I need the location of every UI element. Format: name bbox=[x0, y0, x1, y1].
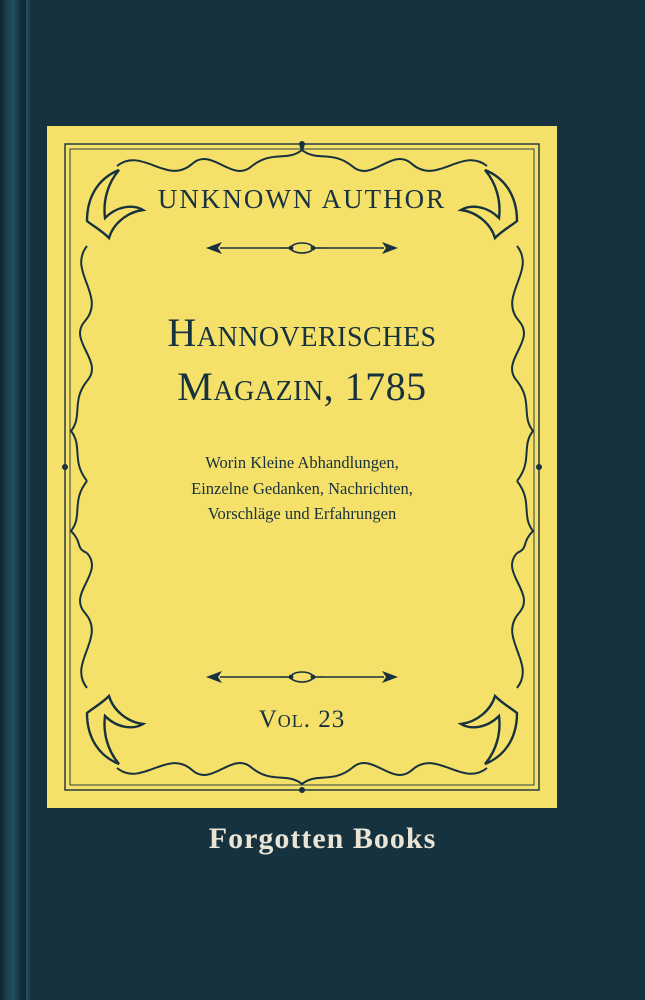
publisher-logo bbox=[0, 822, 645, 856]
title-line-2: Magazin, 1785 bbox=[177, 364, 427, 409]
subtitle-line-3: Vorschläge und Erfahrungen bbox=[207, 504, 397, 524]
ornamental-divider-top bbox=[202, 237, 402, 259]
author-name: UNKNOWN AUTHOR bbox=[157, 184, 447, 214]
cover-text-block bbox=[107, 166, 497, 766]
subtitle-line-1: Worin Kleine Abhandlungen, bbox=[205, 453, 399, 472]
page-title bbox=[107, 306, 497, 414]
publisher-name: Forgotten Books bbox=[208, 822, 437, 855]
volume-label: Vol. 23 bbox=[258, 706, 346, 733]
subtitle bbox=[107, 450, 497, 527]
cover-panel bbox=[47, 126, 557, 808]
title-line-1: Hannoverisches bbox=[167, 310, 437, 355]
subtitle-line-2: Einzelne Gedanken, Nachrichten, bbox=[191, 478, 413, 498]
ornamental-divider-bottom bbox=[202, 666, 402, 688]
